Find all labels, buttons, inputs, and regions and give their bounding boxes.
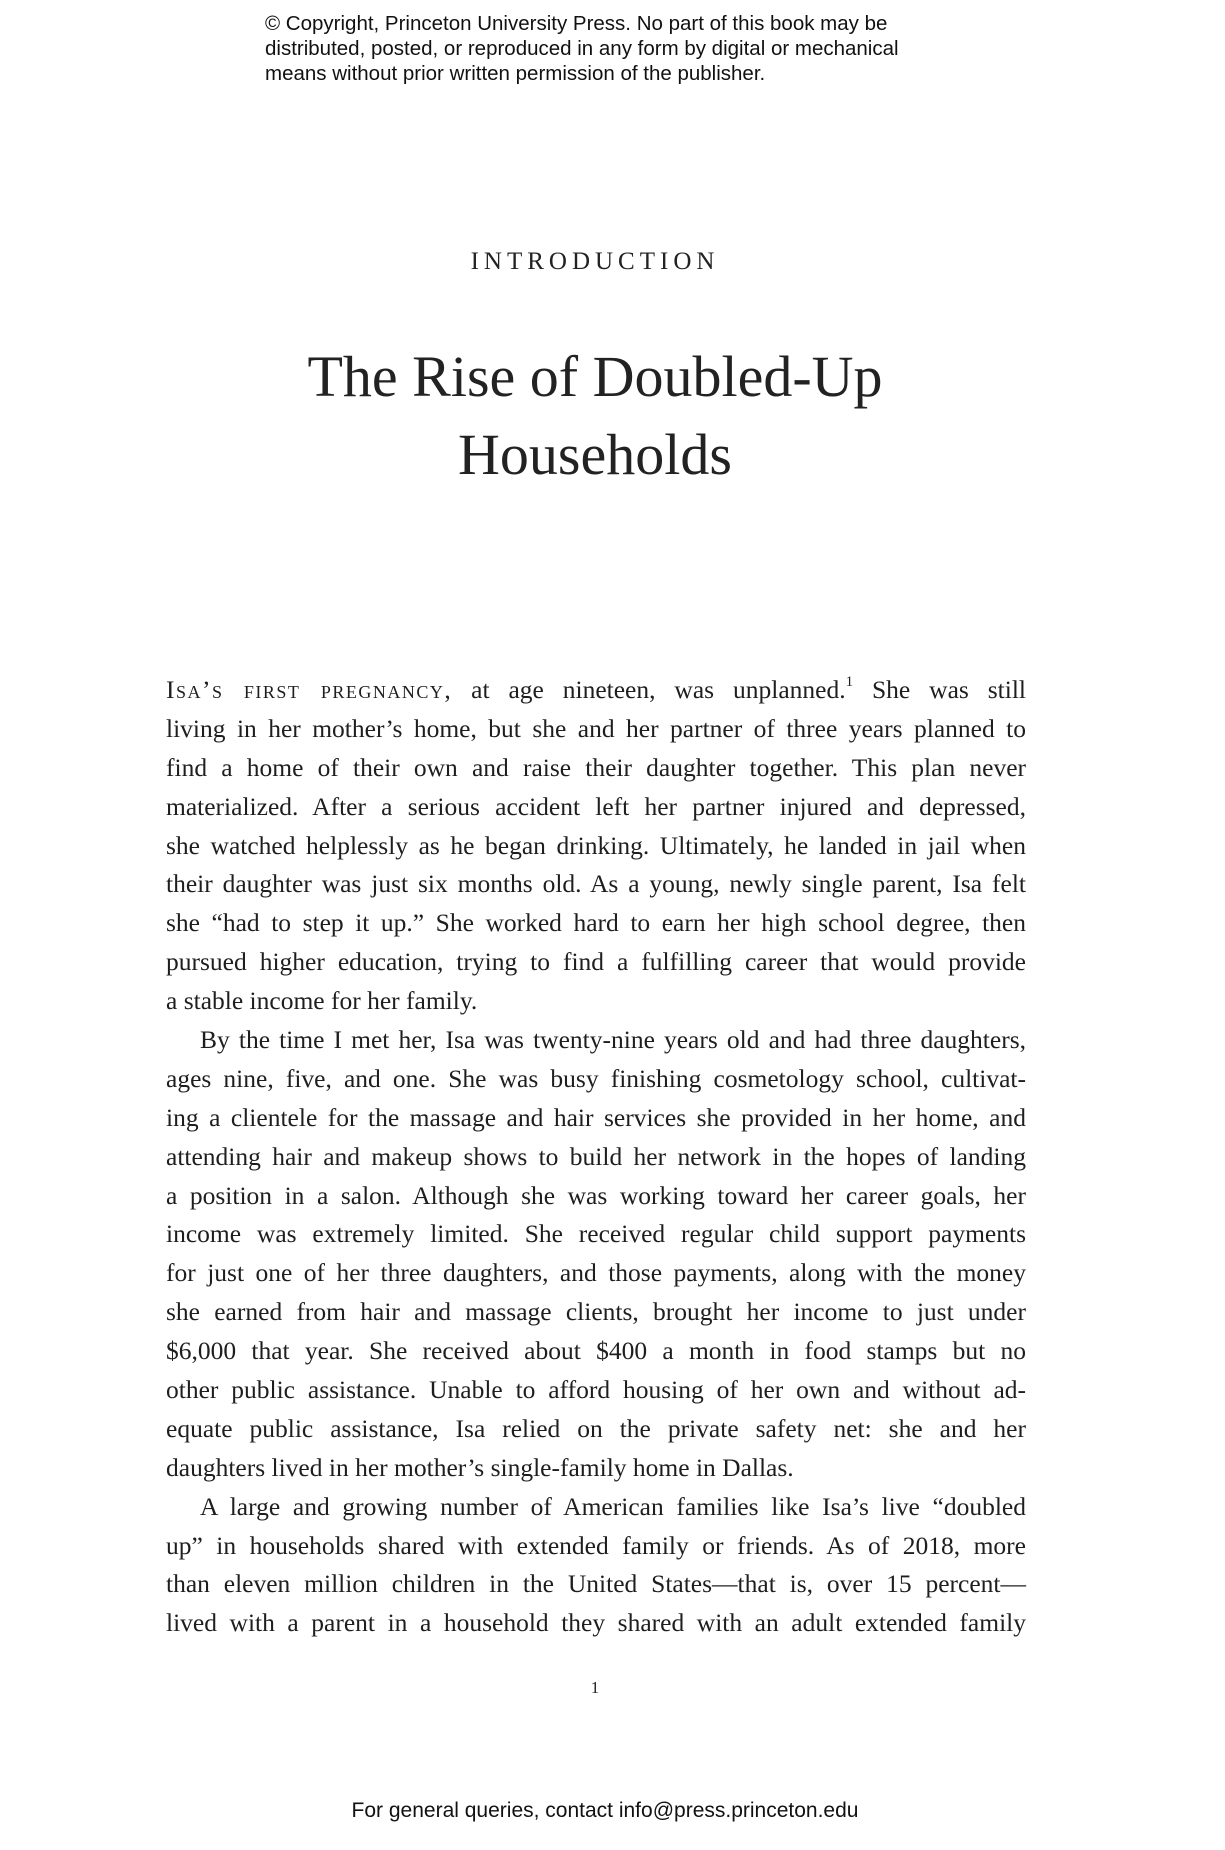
chapter-label: INTRODUCTION	[470, 248, 720, 275]
copyright-line: © Copyright, Princeton University Press. No part of this book may be	[265, 12, 888, 35]
body-line: lived with a parent in a household they shared with an adult extended family	[166, 1608, 1026, 1638]
chapter-title-line: Households	[458, 422, 732, 487]
body-line: a stable income for her family.	[166, 986, 478, 1016]
body-line: up” in households shared with extended family or friends. As of 2018, more	[166, 1530, 1026, 1560]
body-line: ages nine, five, and one. She was busy finishing cosmetology school, cultivat-	[166, 1063, 1026, 1093]
body-line: By the time I met her, Isa was twenty-nine years old and had three daughters,	[200, 1025, 1026, 1055]
lead-in-smallcaps: Isa’s first pregnancy,	[166, 675, 453, 704]
body-text	[166, 671, 1026, 1643]
body-line: a position in a salon. Although she was working toward her career goals, her	[166, 1180, 1026, 1210]
body-line: income was extremely limited. She received regular child support payments	[166, 1219, 1026, 1249]
footnote-reference[interactable]: 1	[845, 673, 854, 690]
lead-in-text: at age nineteen, was unplanned.	[452, 675, 846, 704]
chapter-title	[0, 338, 1190, 494]
body-line: find a home of their own and raise their daughter together. This plan never	[166, 752, 1026, 782]
lead-in-tail: She was still	[853, 675, 1026, 704]
body-line: ing a clientele for the massage and hair services she provided in her home, and	[166, 1102, 1026, 1132]
body-line-first	[166, 671, 1026, 710]
chapter-title-line: The Rise of Doubled-Up	[307, 344, 883, 409]
copyright-notice	[265, 11, 985, 86]
body-line: she watched helplessly as he began drinking. Ultimately, he landed in jail when	[166, 830, 1026, 860]
body-line: living in her mother’s home, but she and her partner of three years planned to	[166, 713, 1026, 743]
body-line: attending hair and makeup shows to build her network in the hopes of landing	[166, 1141, 1026, 1171]
body-line: she “had to step it up.” She worked hard to earn her high school degree, then	[166, 908, 1026, 938]
copyright-line: means without prior written permission of the publisher.	[265, 62, 766, 85]
body-line: A large and growing number of American families like Isa’s live “doubled	[200, 1491, 1026, 1521]
body-line: their daughter was just six months old. As a young, newly single parent, Isa felt	[166, 869, 1026, 899]
page-number: 1	[590, 1678, 600, 1697]
body-line: than eleven million children in the United States—that is, over 15 percent—	[166, 1569, 1026, 1599]
body-line: for just one of her three daughters, and those payments, along with the money	[166, 1258, 1026, 1288]
body-line: she earned from hair and massage clients, brought her income to just under	[166, 1297, 1026, 1327]
body-line: materialized. After a serious accident left her partner injured and depressed,	[166, 791, 1026, 821]
body-line: equate public assistance, Isa relied on the private safety net: she and her	[166, 1413, 1026, 1443]
body-line: daughters lived in her mother’s single-family home in Dallas.	[166, 1452, 794, 1482]
body-line: $6,000 that year. She received about $400 a month in food stamps but no	[166, 1336, 1026, 1366]
copyright-line: distributed, posted, or reproduced in any form by digital or mechanical	[265, 37, 899, 60]
body-line: pursued higher education, trying to find a fulfilling career that would provide	[166, 947, 1026, 977]
footer-contact: For general queries, contact info@press.princeton.edu	[351, 1799, 859, 1822]
body-line: other public assistance. Unable to afford housing of her own and without ad-	[166, 1375, 1026, 1405]
